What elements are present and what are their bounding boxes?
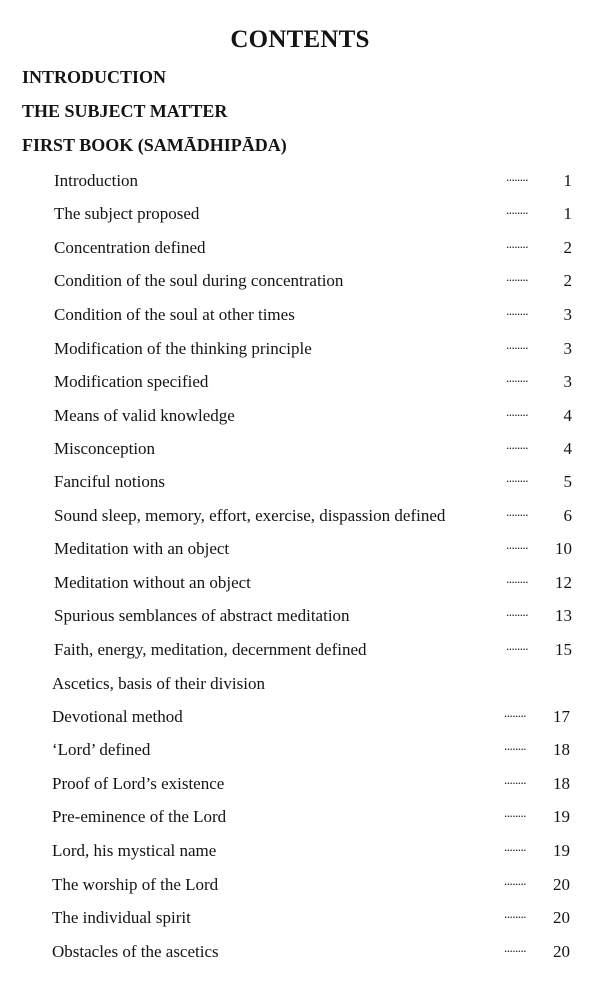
entry-page-number: 20: [553, 875, 570, 894]
section-heading-introduction: INTRODUCTION: [22, 67, 167, 87]
entry-page-number: 3: [563, 339, 572, 358]
contents-entry: [0, 339, 600, 363]
entry-label: Condition of the soul during concentration: [54, 271, 344, 290]
entry-page-number: 3: [563, 372, 572, 391]
contents-entry: [0, 942, 598, 966]
entry-page-number: 19: [553, 841, 570, 860]
entry-label: Spurious semblances of abstract meditation: [54, 606, 350, 625]
section-heading-first-book: FIRST BOOK (SAMĀDHIPĀDA): [22, 135, 287, 155]
contents-entry: [0, 372, 600, 396]
dot-leader: ........: [506, 404, 528, 419]
entry-label: The individual spirit: [52, 908, 191, 927]
contents-entry: [0, 204, 600, 228]
entry-page-number: 10: [555, 539, 572, 558]
entry-page-number: 2: [563, 271, 572, 290]
contents-entry: [0, 539, 600, 563]
contents-entry: [0, 439, 600, 463]
section-heading-subject-matter: THE SUBJECT MATTER: [22, 101, 228, 121]
contents-entry: [0, 875, 598, 899]
dot-leader: ........: [506, 504, 528, 519]
dot-leader: ........: [504, 873, 526, 888]
entry-label: Sound sleep, memory, effort, exercise, dispassion defined: [54, 506, 446, 525]
entry-label: Concentration defined: [54, 238, 206, 257]
entry-page-number: 2: [563, 238, 572, 257]
contents-entry: [0, 640, 600, 664]
contents-entry: [0, 606, 600, 630]
entry-page-number: 4: [563, 406, 572, 425]
contents-entry: [0, 774, 598, 798]
entry-label: Modification of the thinking principle: [54, 339, 312, 358]
entry-label: Modification specified: [54, 372, 209, 391]
entry-page-number: 18: [553, 740, 570, 759]
contents-entry: [0, 238, 600, 262]
contents-entry: [0, 674, 598, 698]
contents-entry: [0, 807, 598, 831]
entry-label: Fanciful notions: [54, 472, 165, 491]
entry-page-number: 1: [563, 171, 572, 190]
entry-page-number: 12: [555, 573, 572, 592]
dot-leader: ........: [506, 202, 528, 217]
entry-label: ‘Lord’ defined: [52, 740, 151, 759]
entry-page-number: 4: [563, 439, 572, 458]
entry-label: Meditation without an object: [54, 573, 251, 592]
entry-label: Pre-eminence of the Lord: [52, 807, 227, 826]
dot-leader: ........: [506, 269, 528, 284]
contents-entry: [0, 841, 598, 865]
entry-page-number: 1: [563, 204, 572, 223]
entry-page-number: 19: [553, 807, 570, 826]
contents-entry: [0, 908, 598, 932]
entry-label: Introduction: [54, 171, 139, 190]
contents-entry: [0, 271, 600, 295]
entry-label: Faith, energy, meditation, decernment defined: [54, 640, 367, 659]
entry-label: The subject proposed: [54, 204, 200, 223]
entry-page-number: 3: [563, 305, 572, 324]
dot-leader: ........: [506, 537, 528, 552]
contents-entry: [0, 305, 600, 329]
contents-entry: [0, 707, 598, 731]
dot-leader: ........: [506, 370, 528, 385]
contents-entry: [0, 506, 600, 530]
contents-entry: [0, 573, 600, 597]
dot-leader: ........: [506, 236, 528, 251]
dot-leader: ........: [504, 772, 526, 787]
entry-page-number: 20: [553, 908, 570, 927]
entry-label: Obstacles of the ascetics: [52, 942, 219, 961]
page-title: CONTENTS: [230, 26, 370, 53]
dot-leader: ........: [506, 470, 528, 485]
dot-leader: ........: [506, 337, 528, 352]
dot-leader: ........: [506, 571, 528, 586]
entry-page-number: 6: [563, 506, 572, 525]
dot-leader: ........: [504, 940, 526, 955]
entry-label: Means of valid knowledge: [54, 406, 235, 425]
dot-leader: ........: [504, 705, 526, 720]
dot-leader: ........: [506, 437, 528, 452]
entry-page-number: 13: [555, 606, 572, 625]
contents-entry: [0, 740, 598, 764]
dot-leader: ........: [504, 805, 526, 820]
contents-entry: [0, 472, 600, 496]
entry-label: Proof of Lord’s existence: [52, 774, 225, 793]
entry-page-number: 5: [563, 472, 572, 491]
dot-leader: ........: [506, 638, 528, 653]
entry-page-number: 15: [555, 640, 572, 659]
entry-page-number: 17: [553, 707, 570, 726]
entry-label: The worship of the Lord: [52, 875, 219, 894]
entry-label: Ascetics, basis of their division: [52, 674, 265, 693]
entry-label: Meditation with an object: [54, 539, 230, 558]
entry-label: Misconception: [54, 439, 156, 458]
entry-label: Condition of the soul at other times: [54, 305, 295, 324]
entry-page-number: 18: [553, 774, 570, 793]
dot-leader: ........: [506, 169, 528, 184]
contents-entry: [0, 406, 600, 430]
dot-leader: ........: [506, 604, 528, 619]
contents-entry: [0, 171, 600, 195]
dot-leader: ........: [504, 839, 526, 854]
dot-leader: ........: [506, 303, 528, 318]
entry-page-number: 20: [553, 942, 570, 961]
dot-leader: ........: [504, 738, 526, 753]
entry-label: Devotional method: [52, 707, 183, 726]
entry-label: Lord, his mystical name: [52, 841, 217, 860]
dot-leader: ........: [504, 906, 526, 921]
